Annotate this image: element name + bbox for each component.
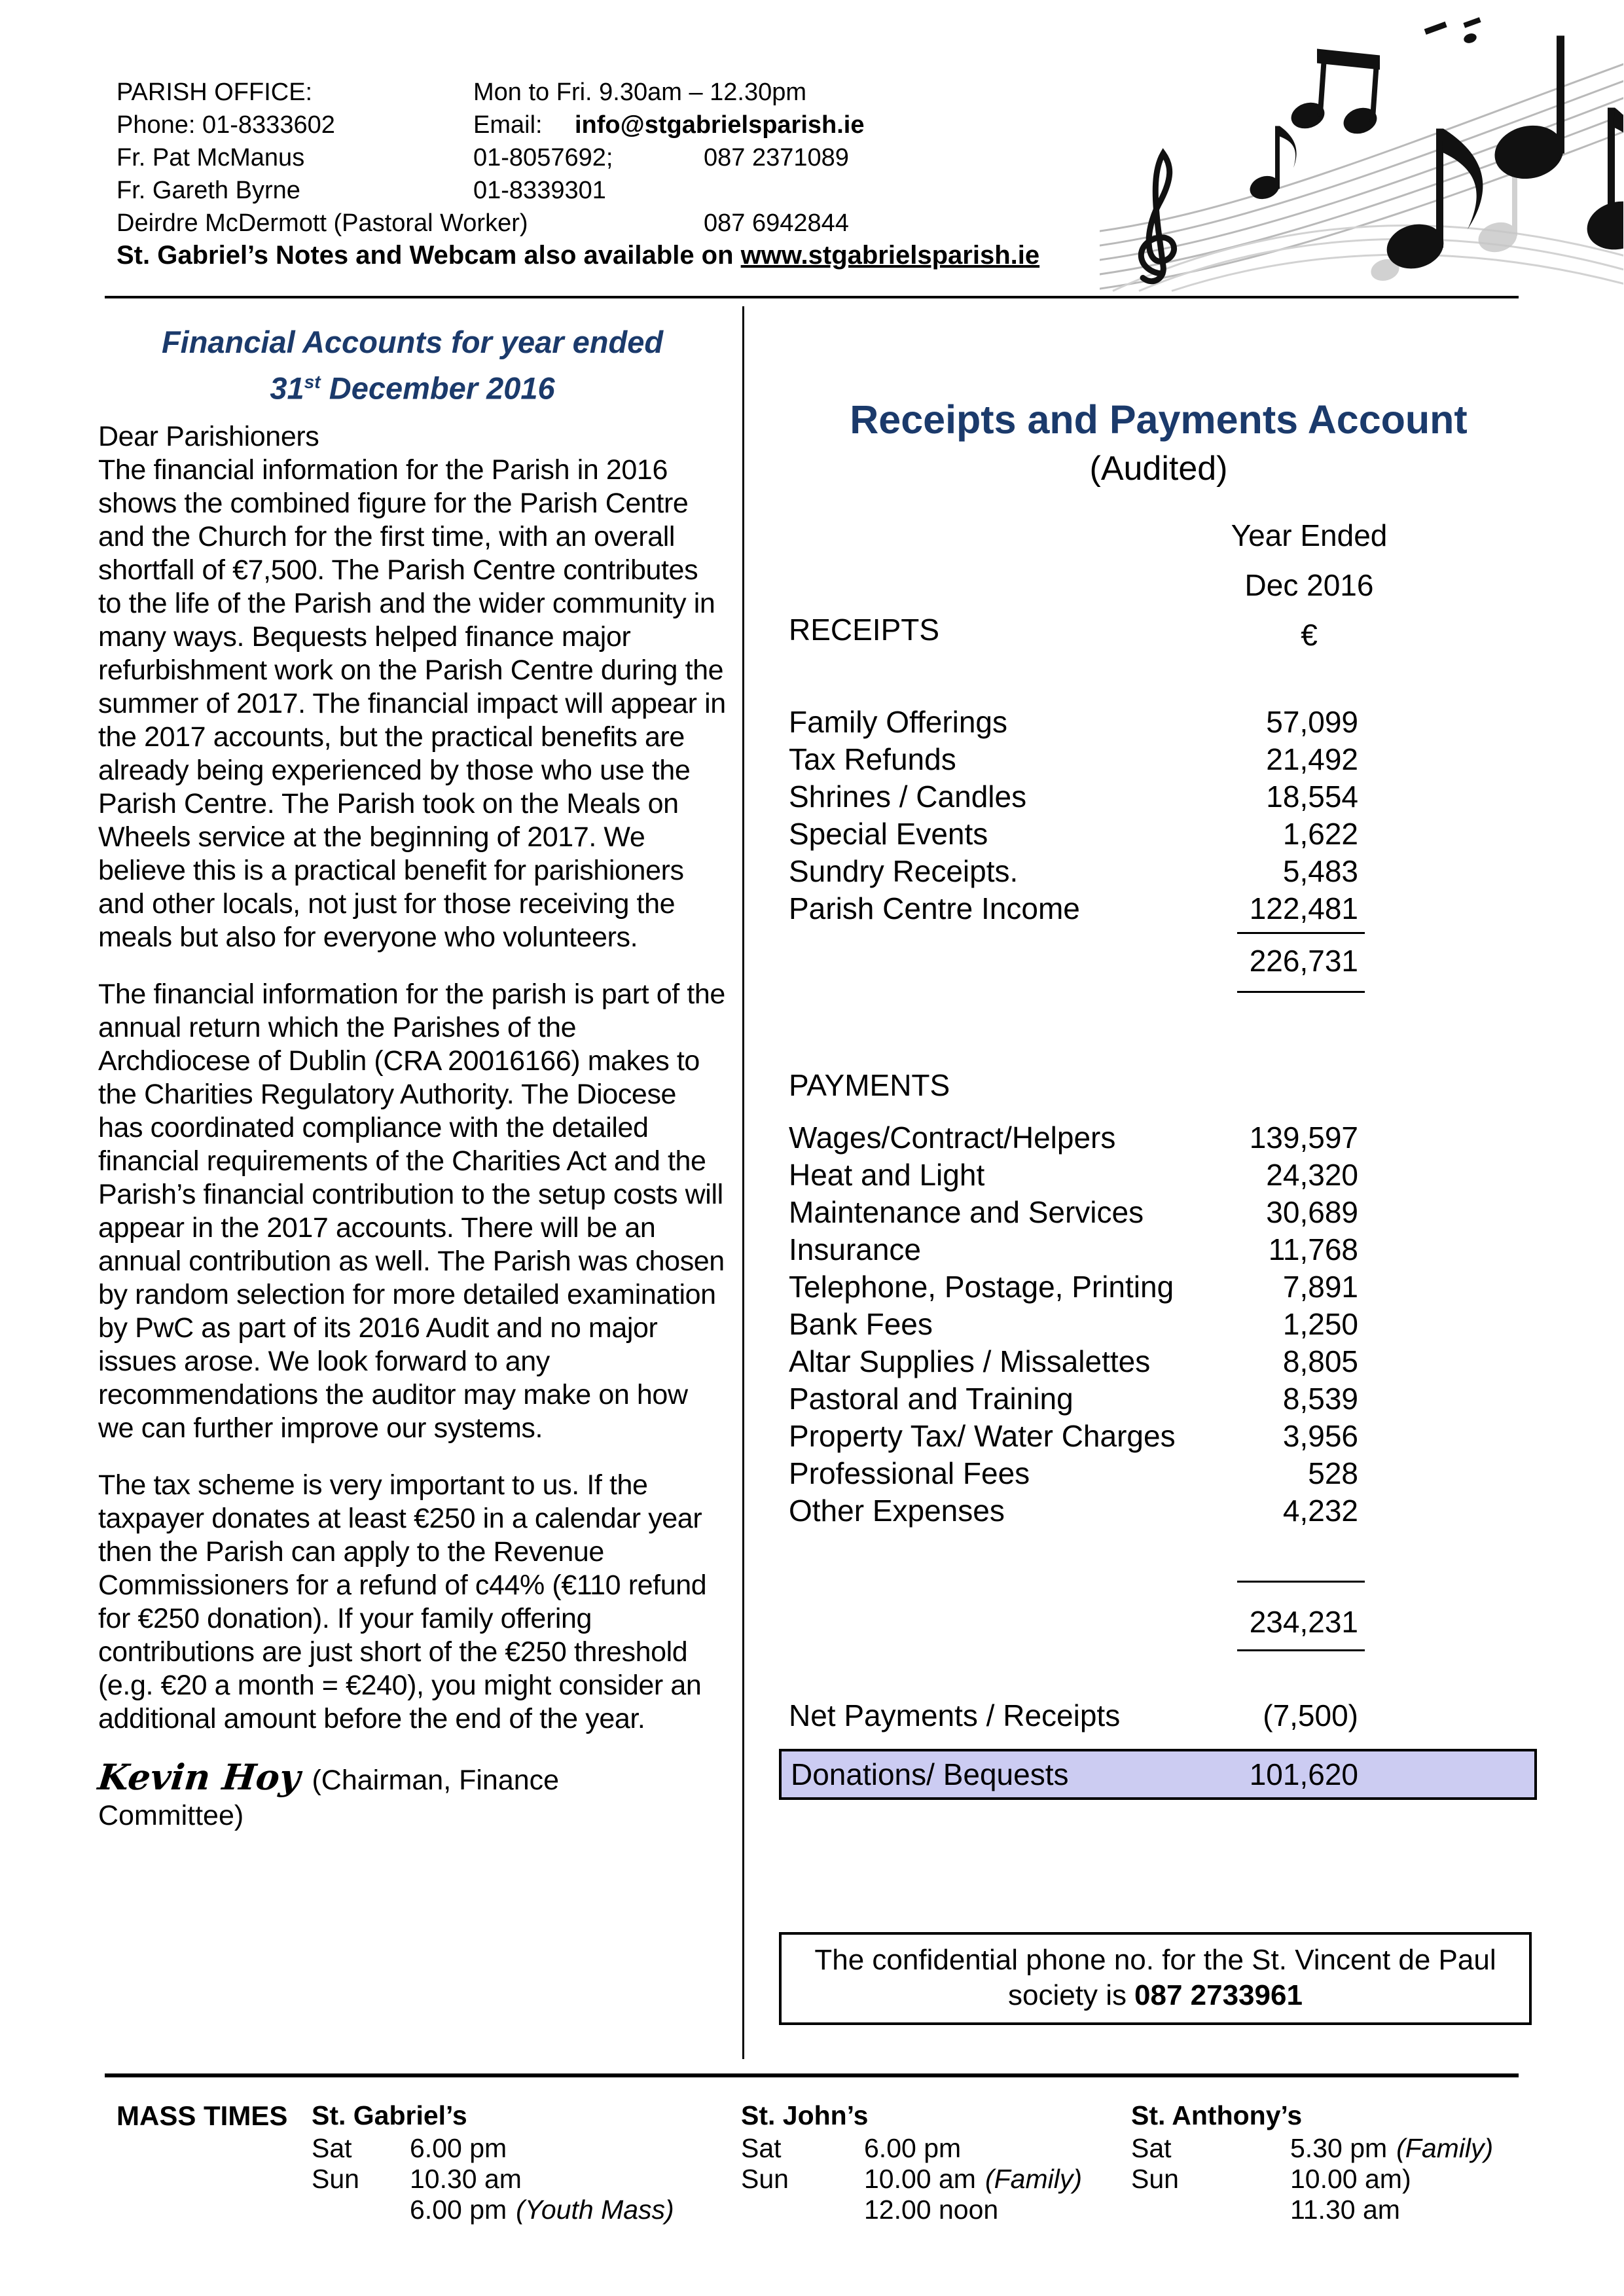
website-link[interactable]: www.stgabrielsparish.ie	[740, 241, 1040, 270]
table-row: Professional Fees 528	[789, 1456, 1358, 1490]
mass-row: Sun 10.30 am	[312, 2164, 522, 2194]
pastoral-worker-mobile: 087 6942844	[704, 209, 849, 237]
email-label: Email:	[473, 111, 543, 139]
receipts-rows	[779, 704, 1358, 927]
parish-phone: Phone: 01-8333602	[117, 111, 335, 139]
mass-row: 6.00 pm (Youth Mass)	[410, 2195, 674, 2225]
mass-row: Sat 5.30 pm (Family)	[1131, 2133, 1494, 2163]
currency-symbol: €	[1301, 618, 1318, 652]
table-row: Tax Refunds 21,492	[789, 742, 1358, 776]
notes-webcam-line	[117, 241, 1039, 270]
net-payments-row	[779, 1697, 1358, 1734]
payments-rows	[779, 1119, 1358, 1530]
paragraph-finances-overview: The financial information for the Parish in 2016 shows the combined figure for the Parish Centre and the Church for the first time, with an overall shortfall of €7,500. The Parish Centre contributes to the life of the Parish and the wider community in many ways. Bequests helped finance major refurbishment work on the Parish Centre during the summer of 2017. The financial impact will appear in the 2017 accounts, but the practical benefits are already being experienced by those who use the Parish Centre. The Parish took on the Meals on Wheels service at the beginning of 2017. We believe this is a practical benefit for parishioners and other locals, not just for those receiving the meals but also for everyone who volunteers.	[98, 454, 726, 953]
account-subtitle: (Audited)	[1089, 450, 1228, 488]
church-name: St. Anthony’s	[1131, 2100, 1303, 2130]
table-row: Parish Centre Income 122,481	[789, 891, 1358, 925]
svp-confidential-box	[779, 1932, 1532, 2025]
table-row: Sundry Receipts. 5,483	[789, 854, 1358, 888]
black-notes	[1247, 17, 1623, 274]
receipts-section-label: RECEIPTS	[789, 613, 940, 647]
priest2-phone: 01-8339301	[473, 177, 606, 204]
table-row: Altar Supplies / Missalettes 8,805	[789, 1344, 1358, 1378]
mass-row: Sat 6.00 pm	[741, 2133, 962, 2163]
mass-row: Sat 6.00 pm	[312, 2133, 507, 2163]
salutation: Dear Parishioners	[98, 420, 319, 452]
table-row: Pastoral and Training 8,539	[789, 1382, 1358, 1416]
financial-accounts-title: Financial Accounts for year ended 31st December 2016	[161, 325, 664, 406]
payments-total-rule-bottom	[1237, 1649, 1365, 1651]
donations-value: 101,620	[1249, 1757, 1358, 1791]
mass-times-st-anthonys	[1131, 2100, 1493, 2225]
payments-total: 234,231	[1249, 1605, 1358, 1639]
priest1-mobile: 087 2371089	[704, 144, 849, 171]
paragraph-tax-scheme: The tax scheme is very important to us. If the taxpayer donates at least €250 in a calendar year then the Parish can apply to the Revenue Commissioners for a refund of c44% (€110 refund for €250 donation). If your family offering contributions are just short of the €250 threshold (e.g. €20 a month = €240), you might consider an additional amount before the end of the year.	[98, 1469, 707, 1734]
net-value: (7,500)	[1263, 1698, 1358, 1732]
receipts-total-rule-top	[1237, 932, 1365, 934]
mass-row: Sun 10.00 am)	[1131, 2164, 1411, 2194]
church-name: St. Gabriel’s	[312, 2100, 467, 2130]
mass-row: 11.30 am	[1290, 2195, 1400, 2225]
paragraph-annual-return: The financial information for the parish is part of the annual return which the Parishes of the Archdiocese of Dublin (CRA 20016166) makes to the Charities Regulatory Authority. The Diocese has coordinated compliance with the detailed financial requirements of the Charities Act and the Parish’s financial contribution to the setup costs will appear in the 2017 accounts. There will be an annual contribution as well. The Parish was chosen by random selection for more detailed examination by PwC as part of its 2016 Audit and no major issues arose. We look forward to any recommendations the auditor may make on how we can further improve our systems.	[98, 978, 725, 1444]
mass-row: 12.00 noon	[864, 2195, 999, 2225]
confidential-line2: society is	[1008, 1979, 1127, 2011]
table-row: Wages/Contract/Helpers 139,597	[789, 1121, 1358, 1155]
footer-divider-rule	[105, 2073, 1519, 2077]
payments-section-label: PAYMENTS	[789, 1068, 950, 1102]
donations-label: Donations/ Bequests	[791, 1757, 1069, 1791]
email-address: info@stgabrielsparish.ie	[575, 111, 865, 139]
table-row: Telephone, Postage, Printing 7,891	[789, 1270, 1358, 1304]
music-notes-graphic	[1100, 14, 1623, 293]
table-row: Insurance 11,768	[789, 1232, 1358, 1266]
priest1-phone: 01-8057692;	[473, 144, 613, 171]
confidential-line1: The confidential phone no. for the St. Vincent de Paul	[814, 1944, 1496, 1976]
pastoral-worker-name: Deirdre McDermott (Pastoral Worker)	[117, 209, 528, 237]
net-label: Net Payments / Receipts	[789, 1698, 1121, 1732]
priest2-name: Fr. Gareth Byrne	[117, 177, 300, 204]
signature-name: Kevin Hoy	[96, 1755, 302, 1798]
table-row: Shrines / Candles 18,554	[789, 780, 1358, 814]
mass-row: Sun 10.00 am (Family)	[741, 2164, 1082, 2194]
table-row: Other Expenses 4,232	[789, 1494, 1358, 1528]
donations-bequests-highlight	[779, 1749, 1537, 1800]
account-title: Receipts and Payments Account	[850, 397, 1468, 442]
payments-total-rule-top	[1237, 1581, 1365, 1583]
church-name: St. John’s	[741, 2100, 869, 2130]
column-divider-rule	[742, 306, 744, 2059]
table-row: Family Offerings 57,099	[789, 705, 1358, 739]
table-row: Property Tax/ Water Charges 3,956	[789, 1419, 1358, 1453]
table-row: Heat and Light 24,320	[789, 1158, 1358, 1192]
priest1-name: Fr. Pat McManus	[117, 144, 305, 171]
table-row: Special Events 1,622	[789, 817, 1358, 851]
office-hours: Mon to Fri. 9.30am – 12.30pm	[473, 79, 807, 106]
notes-prefix: St. Gabriel’s Notes and Webcam also available on	[117, 241, 741, 270]
table-row: Bank Fees 1,250	[789, 1307, 1358, 1341]
receipts-total: 226,731	[1249, 944, 1358, 978]
mass-times-st-gabriels	[312, 2100, 674, 2225]
table-row: Maintenance and Services 30,689	[789, 1195, 1358, 1229]
header-divider-rule	[105, 296, 1519, 298]
period-column-header: Year Ended Dec 2016 €	[1231, 518, 1388, 652]
signature-block	[96, 1755, 596, 1833]
office-label: PARISH OFFICE:	[117, 79, 313, 106]
mass-times-st-johns	[741, 2100, 1082, 2225]
financial-letter-column	[98, 322, 727, 1833]
mass-times-label: MASS TIMES	[117, 2100, 288, 2131]
receipts-total-rule-bottom	[1237, 991, 1365, 993]
svp-phone-number: 087 2733961	[1134, 1979, 1303, 2011]
signature-title: (Chairman, Finance Committee)	[98, 1764, 560, 1831]
